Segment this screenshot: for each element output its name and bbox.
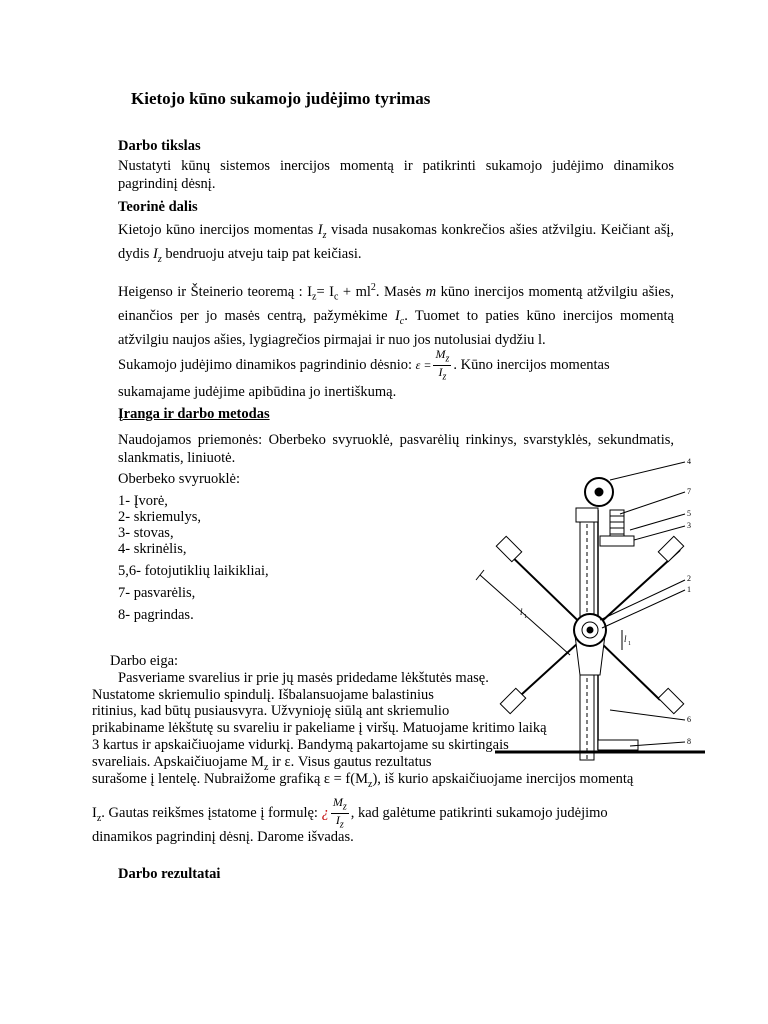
list-item: 8- pagrindas. <box>118 607 194 623</box>
procedure-line-4: prikabiname lėkštutę su svareliu ir pakeliame į viršų. Matuojame kritimo laiką <box>92 720 547 736</box>
weight-bottom-left <box>500 688 525 713</box>
procedure-line-5: 3 kartus ir apskaičiuojame vidurkį. Bandymą pakartojame su skirtingais <box>92 737 509 753</box>
list-item: 7- pasvarėlis, <box>118 585 196 601</box>
procedure-line-6: svareliais. Apskaičiuojame $M_z$ ir ε. Visus gautus rezultatus <box>92 754 432 773</box>
procedure-line-1: Pasveriame svarelius ir prie jų masės pridedame lėkštutės masę. <box>118 670 489 686</box>
svg-text:1: 1 <box>628 641 631 647</box>
aim-heading: Darbo tikslas <box>118 138 201 154</box>
label-3: 3 <box>687 521 691 530</box>
label-4: 4 <box>687 457 691 466</box>
procedure-line-9: dinamikos pagrindinį dėsnį. Darome išvadas. <box>92 829 354 845</box>
list-item: 2- skriemulys, <box>118 509 201 525</box>
photo-sensor-lower <box>598 740 638 750</box>
weight-top-left <box>496 536 521 561</box>
law-fraction: $\frac{M_z}{I_z}$ <box>435 347 450 383</box>
label-1: 1 <box>687 585 691 594</box>
theory-paragraph-1: Kietojo kūno inercijos momentas $I_z$ visada nusakomas konkrečios ašies atžvilgiu. Keičiant ašį, dydis $I_z$ bendruoju atveju taip pat keičiasi. <box>118 222 675 265</box>
label-2: 2 <box>687 574 691 583</box>
list-item: 1- Įvorė, <box>118 493 168 509</box>
parts-list <box>118 493 269 627</box>
equipment-heading: Įranga ir darbo metodas <box>118 406 270 422</box>
procedure-line-3: ritinius, kad būtų pusiausvyra. Užvynioję siūlą ant skriemulio <box>92 703 450 719</box>
label-l: l <box>624 634 627 644</box>
list-item: 4- skrinėlis, <box>118 541 187 557</box>
weight-top-right <box>658 536 683 561</box>
procedure-line-7: surašome į lentelę. Nubraižome grafiką $\varepsilon = f(M_z)$, iš kurio apskaičiuojame inercijos momentą <box>92 771 634 790</box>
label-8: 8 <box>687 737 691 746</box>
equipment-text: Naudojamos priemonės: Oberbeko svyruoklė, pasvarėlių rinkinys, svarstyklės, sekundmatis, slankmatis, liniuotė. <box>118 432 674 466</box>
svg-text:1: 1 <box>524 614 527 620</box>
steiner-paragraph: Heigenso ir Šteinerio teoremą : $I_z= I_c + ml^2$. Masės m kūno inercijos momentą atžvilgiu ašies, einančios per jo masės centrą, pažymėkime $I_c$. Tuomet to paties kūno inercijos momentą atžvilgiu naujos ašies, lygiagrečios pirmajai ir nuo jos nutolusiai dydžiu l. <box>118 282 674 348</box>
aim-text: Nustatyti kūnų sistemos inercijos momentą ir patikrinti sukamojo judėjimo dinamikos pagrindinį dėsnį. <box>118 158 674 192</box>
law-text-2: sukamajame judėjime apibūdina jo inertiškumą. <box>118 384 397 400</box>
label-7: 7 <box>687 487 691 496</box>
theory-heading: Teorinė dalis <box>118 199 198 215</box>
procedure-line-8: $I_z$. Gautas reikšmes įstatome į formulę: ¿ $\frac{M_z}{I_z}$ , kad galėtume patikrinti sukamojo judėjimo <box>92 795 608 831</box>
results-heading: Darbo rezultatai <box>118 866 221 882</box>
label-5: 5 <box>687 509 691 518</box>
pendulum-label: Oberbeko svyruoklė: <box>118 471 241 487</box>
label-6: 6 <box>687 715 691 724</box>
list-item: 3- stovas, <box>118 525 174 541</box>
formula-fraction: $\frac{M_z}{I_z}$ <box>332 795 347 831</box>
list-item: 5,6- fotojutiklių laikikliai, <box>118 563 269 579</box>
law-formula-line: Sukamojo judėjimo dinamikos pagrindinio dėsnio: ε = $\frac{M_z}{I_z}$ . Kūno inercijos momentas <box>118 347 610 383</box>
procedure-heading: Darbo eiga: <box>110 653 179 669</box>
weight-bottom-right <box>658 688 683 713</box>
procedure-line-2: Nustatome skriemulio spindulį. Išbalansuojame balastinius <box>92 687 434 703</box>
page-title: Kietojo kūno sukamojo judėjimo tyrimas <box>131 89 431 108</box>
label-l1: l <box>520 607 523 617</box>
